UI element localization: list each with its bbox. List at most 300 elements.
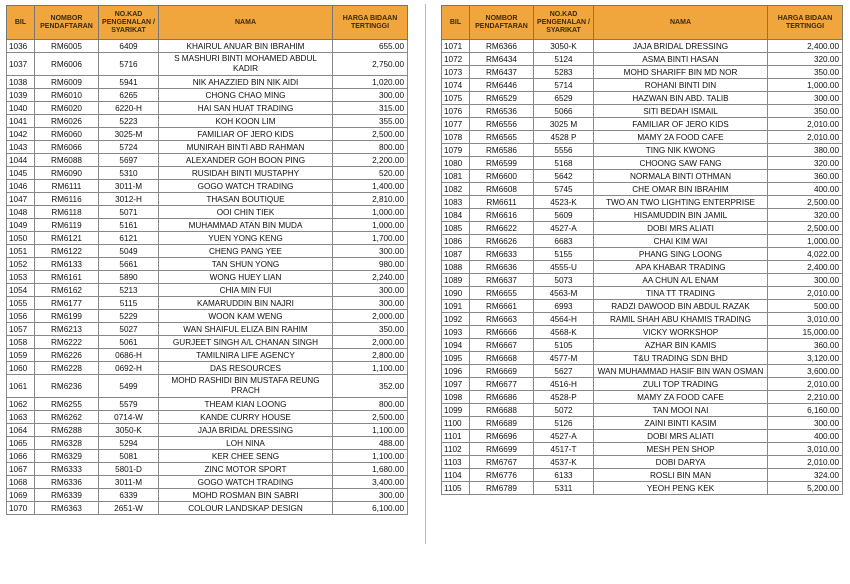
cell-nama: MOHD SHARIFF BIN MD NOR: [594, 66, 768, 79]
cell-nama: ZAINI BINTI KASIM: [594, 417, 768, 430]
cell-no-kad: 6993: [534, 300, 594, 313]
cell-nama: DOBI MRS ALIATI: [594, 430, 768, 443]
cell-nombor-pendaftaran: RM6228: [35, 362, 99, 375]
cell-no-kad: 6220-H: [99, 102, 159, 115]
cell-harga: 320.00: [768, 157, 843, 170]
cell-bil: 1065: [7, 437, 35, 450]
cell-nama: DAS RESOURCES: [159, 362, 333, 375]
cell-no-kad: 5579: [99, 398, 159, 411]
cell-no-kad: 6265: [99, 89, 159, 102]
cell-nama: KER CHEE SENG: [159, 450, 333, 463]
cell-harga: 2,010.00: [768, 456, 843, 469]
cell-harga: 500.00: [768, 300, 843, 313]
cell-nombor-pendaftaran: RM6006: [35, 53, 99, 76]
cell-nombor-pendaftaran: RM6767: [470, 456, 534, 469]
cell-no-kad: 3011-M: [99, 180, 159, 193]
cell-nama: MUNIRAH BINTI ABD RAHMAN: [159, 141, 333, 154]
cell-no-kad: 5126: [534, 417, 594, 430]
cell-harga: 980.00: [333, 258, 408, 271]
table-row: [442, 456, 843, 469]
cell-nama: MESH PEN SHOP: [594, 443, 768, 456]
cell-nombor-pendaftaran: RM6611: [470, 196, 534, 209]
cell-nama: WAN MUHAMMAD HASIF BIN WAN OSMAN: [594, 365, 768, 378]
table-row: [442, 482, 843, 495]
cell-bil: 1053: [7, 271, 35, 284]
cell-bil: 1091: [442, 300, 470, 313]
cell-nama: DOBI MRS ALIATI: [594, 222, 768, 235]
cell-bil: 1066: [7, 450, 35, 463]
cell-bil: 1090: [442, 287, 470, 300]
cell-no-kad: 0714-W: [99, 411, 159, 424]
cell-no-kad: 4517-T: [534, 443, 594, 456]
table-row: [7, 450, 408, 463]
cell-nama: ROHANI BINTI DIN: [594, 79, 768, 92]
cell-nombor-pendaftaran: RM6161: [35, 271, 99, 284]
cell-nama: THASAN BOUTIQUE: [159, 193, 333, 206]
cell-no-kad: 5697: [99, 154, 159, 167]
cell-nombor-pendaftaran: RM6608: [470, 183, 534, 196]
cell-harga: 800.00: [333, 398, 408, 411]
cell-no-kad: 5714: [534, 79, 594, 92]
cell-bil: 1070: [7, 502, 35, 515]
cell-harga: 2,010.00: [768, 287, 843, 300]
cell-harga: 2,000.00: [333, 310, 408, 323]
header-no-kad: NO.KAD PENGENALAN / SYARIKAT: [534, 6, 594, 40]
cell-bil: 1087: [442, 248, 470, 261]
cell-nama: AA CHUN A/L ENAM: [594, 274, 768, 287]
cell-nama: OOI CHIN TIEK: [159, 206, 333, 219]
cell-harga: 2,010.00: [768, 118, 843, 131]
cell-no-kad: 5499: [99, 375, 159, 398]
table-row: [7, 398, 408, 411]
table-row: [7, 206, 408, 219]
table-row: [442, 469, 843, 482]
table-row: [7, 476, 408, 489]
table-row: [7, 219, 408, 232]
cell-nombor-pendaftaran: RM6009: [35, 76, 99, 89]
cell-nama: ZINC MOTOR SPORT: [159, 463, 333, 476]
cell-nombor-pendaftaran: RM6026: [35, 115, 99, 128]
cell-no-kad: 5283: [534, 66, 594, 79]
cell-bil: 1061: [7, 375, 35, 398]
cell-nombor-pendaftaran: RM6236: [35, 375, 99, 398]
cell-bil: 1062: [7, 398, 35, 411]
table-row: [442, 235, 843, 248]
cell-nombor-pendaftaran: RM6655: [470, 287, 534, 300]
auction-results-table-right: [441, 5, 843, 495]
cell-nombor-pendaftaran: RM6699: [470, 443, 534, 456]
cell-no-kad: 5311: [534, 482, 594, 495]
table-row: [7, 502, 408, 515]
table-row: [442, 404, 843, 417]
cell-bil: 1103: [442, 456, 470, 469]
table-row: [7, 102, 408, 115]
cell-no-kad: 0692-H: [99, 362, 159, 375]
cell-bil: 1080: [442, 157, 470, 170]
cell-bil: 1089: [442, 274, 470, 287]
cell-bil: 1063: [7, 411, 35, 424]
cell-no-kad: 4528-P: [534, 391, 594, 404]
header-nombor-pendaftaran: NOMBOR PENDAFTARAN: [35, 6, 99, 40]
cell-harga: 300.00: [333, 245, 408, 258]
header-row: [442, 6, 843, 40]
cell-nombor-pendaftaran: RM6162: [35, 284, 99, 297]
table-row: [7, 245, 408, 258]
cell-nombor-pendaftaran: RM6626: [470, 235, 534, 248]
cell-harga: 300.00: [333, 297, 408, 310]
table-row: [7, 271, 408, 284]
cell-nombor-pendaftaran: RM6636: [470, 261, 534, 274]
cell-no-kad: 5115: [99, 297, 159, 310]
cell-harga: 2,010.00: [768, 131, 843, 144]
table-body: [7, 40, 408, 515]
header-no-kad: NO.KAD PENGENALAN / SYARIKAT: [99, 6, 159, 40]
cell-nama: TAMILNIRA LIFE AGENCY: [159, 349, 333, 362]
cell-no-kad: 5627: [534, 365, 594, 378]
cell-no-kad: 4568-K: [534, 326, 594, 339]
table-row: [442, 339, 843, 352]
table-row: [442, 79, 843, 92]
cell-nombor-pendaftaran: RM6696: [470, 430, 534, 443]
cell-no-kad: 5609: [534, 209, 594, 222]
cell-nama: FAMILIAR OF JERO KIDS: [594, 118, 768, 131]
cell-nombor-pendaftaran: RM6010: [35, 89, 99, 102]
cell-no-kad: 5081: [99, 450, 159, 463]
cell-harga: 2,000.00: [333, 336, 408, 349]
cell-bil: 1096: [442, 365, 470, 378]
cell-bil: 1105: [442, 482, 470, 495]
cell-harga: 1,700.00: [333, 232, 408, 245]
table-row: [442, 222, 843, 235]
table-row: [7, 284, 408, 297]
table-row: [442, 313, 843, 326]
table-row: [442, 261, 843, 274]
cell-bil: 1051: [7, 245, 35, 258]
cell-nombor-pendaftaran: RM6111: [35, 180, 99, 193]
cell-nama: AZHAR BIN KAMIS: [594, 339, 768, 352]
cell-bil: 1095: [442, 352, 470, 365]
cell-bil: 1094: [442, 339, 470, 352]
header-nombor-pendaftaran: NOMBOR PENDAFTARAN: [470, 6, 534, 40]
cell-nama: RUSIDAH BINTI MUSTAPHY: [159, 167, 333, 180]
table-row: [7, 193, 408, 206]
cell-nombor-pendaftaran: RM6688: [470, 404, 534, 417]
cell-nombor-pendaftaran: RM6667: [470, 339, 534, 352]
cell-no-kad: 2651-W: [99, 502, 159, 515]
cell-nama: ZULI TOP TRADING: [594, 378, 768, 391]
cell-harga: 2,240.00: [333, 271, 408, 284]
cell-no-kad: 4555-U: [534, 261, 594, 274]
table-row: [7, 323, 408, 336]
cell-harga: 324.00: [768, 469, 843, 482]
table-row: [7, 89, 408, 102]
cell-harga: 3,400.00: [333, 476, 408, 489]
cell-harga: 520.00: [333, 167, 408, 180]
cell-no-kad: 5061: [99, 336, 159, 349]
cell-harga: 3,010.00: [768, 443, 843, 456]
cell-no-kad: 0686-H: [99, 349, 159, 362]
cell-nama: RAMIL SHAH ABU KHAMIS TRADING: [594, 313, 768, 326]
cell-bil: 1072: [442, 53, 470, 66]
cell-harga: 15,000.00: [768, 326, 843, 339]
cell-no-kad: 5071: [99, 206, 159, 219]
cell-no-kad: 4527-A: [534, 222, 594, 235]
cell-nama: TINA TT TRADING: [594, 287, 768, 300]
cell-harga: 3,010.00: [768, 313, 843, 326]
cell-nama: T&U TRADING SDN BHD: [594, 352, 768, 365]
cell-nombor-pendaftaran: RM6633: [470, 248, 534, 261]
cell-nombor-pendaftaran: RM6213: [35, 323, 99, 336]
cell-nombor-pendaftaran: RM6005: [35, 40, 99, 53]
cell-harga: 315.00: [333, 102, 408, 115]
cell-harga: 2,500.00: [768, 196, 843, 209]
header-row: [7, 6, 408, 40]
table-row: [7, 349, 408, 362]
cell-nombor-pendaftaran: RM6663: [470, 313, 534, 326]
cell-harga: 2,210.00: [768, 391, 843, 404]
cell-nombor-pendaftaran: RM6622: [470, 222, 534, 235]
cell-harga: 3,600.00: [768, 365, 843, 378]
cell-nama: TAN SHUN YONG: [159, 258, 333, 271]
cell-nama: ALEXANDER GOH BOON PING: [159, 154, 333, 167]
cell-bil: 1074: [442, 79, 470, 92]
table-row: [442, 287, 843, 300]
cell-no-kad: 5229: [99, 310, 159, 323]
cell-nama: GURJEET SINGH A/L CHANAN SINGH: [159, 336, 333, 349]
cell-harga: 655.00: [333, 40, 408, 53]
cell-harga: 2,500.00: [768, 222, 843, 235]
cell-harga: 2,500.00: [333, 128, 408, 141]
cell-harga: 800.00: [333, 141, 408, 154]
cell-harga: 1,000.00: [768, 79, 843, 92]
cell-harga: 488.00: [333, 437, 408, 450]
table-row: [442, 40, 843, 53]
cell-bil: 1050: [7, 232, 35, 245]
cell-bil: 1101: [442, 430, 470, 443]
cell-nama: JAJA BRIDAL DRESSING: [159, 424, 333, 437]
cell-bil: 1040: [7, 102, 35, 115]
cell-no-kad: 4564-H: [534, 313, 594, 326]
cell-no-kad: 5801-D: [99, 463, 159, 476]
cell-bil: 1078: [442, 131, 470, 144]
table-row: [442, 274, 843, 287]
cell-harga: 5,200.00: [768, 482, 843, 495]
cell-bil: 1044: [7, 154, 35, 167]
cell-bil: 1069: [7, 489, 35, 502]
cell-harga: 1,100.00: [333, 450, 408, 463]
cell-harga: 380.00: [768, 144, 843, 157]
table-row: [7, 167, 408, 180]
header-nama: NAMA: [159, 6, 333, 40]
cell-bil: 1085: [442, 222, 470, 235]
cell-harga: 6,160.00: [768, 404, 843, 417]
table-row: [7, 336, 408, 349]
cell-nama: MOHD RASHIDI BIN MUSTAFA REUNG PRACH: [159, 375, 333, 398]
table-row: [7, 128, 408, 141]
cell-nombor-pendaftaran: RM6177: [35, 297, 99, 310]
cell-no-kad: 6339: [99, 489, 159, 502]
table-row: [7, 76, 408, 89]
cell-no-kad: 4523-K: [534, 196, 594, 209]
cell-harga: 2,200.00: [333, 154, 408, 167]
cell-nama: YUEN YONG KENG: [159, 232, 333, 245]
cell-nama: KANDE CURRY HOUSE: [159, 411, 333, 424]
cell-nama: WOON KAM WENG: [159, 310, 333, 323]
cell-harga: 2,010.00: [768, 378, 843, 391]
cell-nombor-pendaftaran: RM6088: [35, 154, 99, 167]
table-row: [7, 375, 408, 398]
cell-bil: 1100: [442, 417, 470, 430]
cell-harga: 300.00: [333, 89, 408, 102]
cell-nama: MAMY ZA FOOD CAFE: [594, 391, 768, 404]
cell-harga: 360.00: [768, 339, 843, 352]
cell-nama: MAMY 2A FOOD CAFE: [594, 131, 768, 144]
cell-nama: YEOH PENG KEK: [594, 482, 768, 495]
table-row: [442, 66, 843, 79]
cell-no-kad: 5105: [534, 339, 594, 352]
cell-nama: ROSLI BIN MAN: [594, 469, 768, 482]
cell-harga: 300.00: [333, 489, 408, 502]
cell-no-kad: 6121: [99, 232, 159, 245]
cell-nama: HISAMUDDIN BIN JAMIL: [594, 209, 768, 222]
cell-nama: KOH KOON LIM: [159, 115, 333, 128]
cell-harga: 1,000.00: [768, 235, 843, 248]
cell-bil: 1086: [442, 235, 470, 248]
cell-bil: 1043: [7, 141, 35, 154]
cell-nama: S MASHURI BINTI MOHAMED ABDUL KADIR: [159, 53, 333, 76]
cell-bil: 1079: [442, 144, 470, 157]
cell-nombor-pendaftaran: RM6339: [35, 489, 99, 502]
cell-nama: CHIA MIN FUI: [159, 284, 333, 297]
cell-bil: 1059: [7, 349, 35, 362]
cell-bil: 1038: [7, 76, 35, 89]
cell-nombor-pendaftaran: RM6333: [35, 463, 99, 476]
cell-harga: 360.00: [768, 170, 843, 183]
cell-bil: 1076: [442, 105, 470, 118]
cell-nombor-pendaftaran: RM6118: [35, 206, 99, 219]
table-row: [442, 248, 843, 261]
cell-bil: 1041: [7, 115, 35, 128]
table-row: [442, 183, 843, 196]
cell-harga: 2,800.00: [333, 349, 408, 362]
cell-no-kad: 3050-K: [534, 40, 594, 53]
cell-bil: 1055: [7, 297, 35, 310]
cell-nama: GOGO WATCH TRADING: [159, 180, 333, 193]
cell-no-kad: 5294: [99, 437, 159, 450]
cell-bil: 1046: [7, 180, 35, 193]
cell-harga: 352.00: [333, 375, 408, 398]
cell-harga: 2,400.00: [768, 261, 843, 274]
table-row: [7, 258, 408, 271]
table-row: [442, 417, 843, 430]
cell-harga: 2,400.00: [768, 40, 843, 53]
cell-no-kad: 6529: [534, 92, 594, 105]
cell-harga: 6,100.00: [333, 502, 408, 515]
cell-no-kad: 5124: [534, 53, 594, 66]
cell-nombor-pendaftaran: RM6199: [35, 310, 99, 323]
table-row: [442, 378, 843, 391]
table-row: [442, 118, 843, 131]
cell-no-kad: 5745: [534, 183, 594, 196]
cell-nombor-pendaftaran: RM6255: [35, 398, 99, 411]
cell-harga: 3,120.00: [768, 352, 843, 365]
table-row: [442, 391, 843, 404]
cell-no-kad: 5223: [99, 115, 159, 128]
cell-nombor-pendaftaran: RM6434: [470, 53, 534, 66]
cell-nama: DOBI DARYA: [594, 456, 768, 469]
cell-nombor-pendaftaran: RM6446: [470, 79, 534, 92]
cell-harga: 350.00: [768, 105, 843, 118]
cell-nama: NIK AHAZZIED BIN NIK AIDI: [159, 76, 333, 89]
cell-nombor-pendaftaran: RM6536: [470, 105, 534, 118]
table-row: [442, 92, 843, 105]
cell-no-kad: 5941: [99, 76, 159, 89]
cell-bil: 1047: [7, 193, 35, 206]
table-row: [7, 141, 408, 154]
cell-nombor-pendaftaran: RM6668: [470, 352, 534, 365]
cell-nombor-pendaftaran: RM6328: [35, 437, 99, 450]
cell-bil: 1092: [442, 313, 470, 326]
cell-no-kad: 4563-M: [534, 287, 594, 300]
cell-no-kad: 3012-H: [99, 193, 159, 206]
cell-nombor-pendaftaran: RM6556: [470, 118, 534, 131]
cell-bil: 1099: [442, 404, 470, 417]
cell-bil: 1083: [442, 196, 470, 209]
cell-harga: 350.00: [768, 66, 843, 79]
table-row: [7, 411, 408, 424]
cell-bil: 1068: [7, 476, 35, 489]
cell-nombor-pendaftaran: RM6789: [470, 482, 534, 495]
cell-bil: 1057: [7, 323, 35, 336]
cell-nama: PHANG SING LOONG: [594, 248, 768, 261]
cell-harga: 2,750.00: [333, 53, 408, 76]
cell-bil: 1081: [442, 170, 470, 183]
header-bil: BIL: [7, 6, 35, 40]
cell-bil: 1052: [7, 258, 35, 271]
header-harga-bidaan: HARGA BIDAAN TERTINGGI: [333, 6, 408, 40]
cell-no-kad: 6683: [534, 235, 594, 248]
cell-nama: JAJA BRIDAL DRESSING: [594, 40, 768, 53]
table-row: [442, 300, 843, 313]
column-divider: [425, 4, 426, 544]
cell-nama: TAN MOOI NAI: [594, 404, 768, 417]
cell-nama: WAN SHAIFUL ELIZA BIN RAHIM: [159, 323, 333, 336]
cell-harga: 400.00: [768, 430, 843, 443]
cell-nombor-pendaftaran: RM6616: [470, 209, 534, 222]
cell-nombor-pendaftaran: RM6363: [35, 502, 99, 515]
cell-bil: 1037: [7, 53, 35, 76]
cell-nama: MUHAMMAD ATAN BIN MUDA: [159, 219, 333, 232]
cell-bil: 1049: [7, 219, 35, 232]
cell-nama: LOH NINA: [159, 437, 333, 450]
cell-bil: 1088: [442, 261, 470, 274]
cell-nama: TWO AN TWO LIGHTING ENTERPRISE: [594, 196, 768, 209]
cell-nombor-pendaftaran: RM6586: [470, 144, 534, 157]
cell-bil: 1060: [7, 362, 35, 375]
cell-no-kad: 5724: [99, 141, 159, 154]
cell-no-kad: 5310: [99, 167, 159, 180]
cell-nama: KHAIRUL ANUAR BIN IBRAHIM: [159, 40, 333, 53]
table-row: [442, 53, 843, 66]
cell-bil: 1093: [442, 326, 470, 339]
cell-nama: VICKY WORKSHOP: [594, 326, 768, 339]
cell-harga: 400.00: [768, 183, 843, 196]
cell-harga: 300.00: [768, 274, 843, 287]
cell-harga: 320.00: [768, 209, 843, 222]
cell-harga: 320.00: [768, 53, 843, 66]
cell-harga: 300.00: [768, 92, 843, 105]
cell-harga: 300.00: [333, 284, 408, 297]
